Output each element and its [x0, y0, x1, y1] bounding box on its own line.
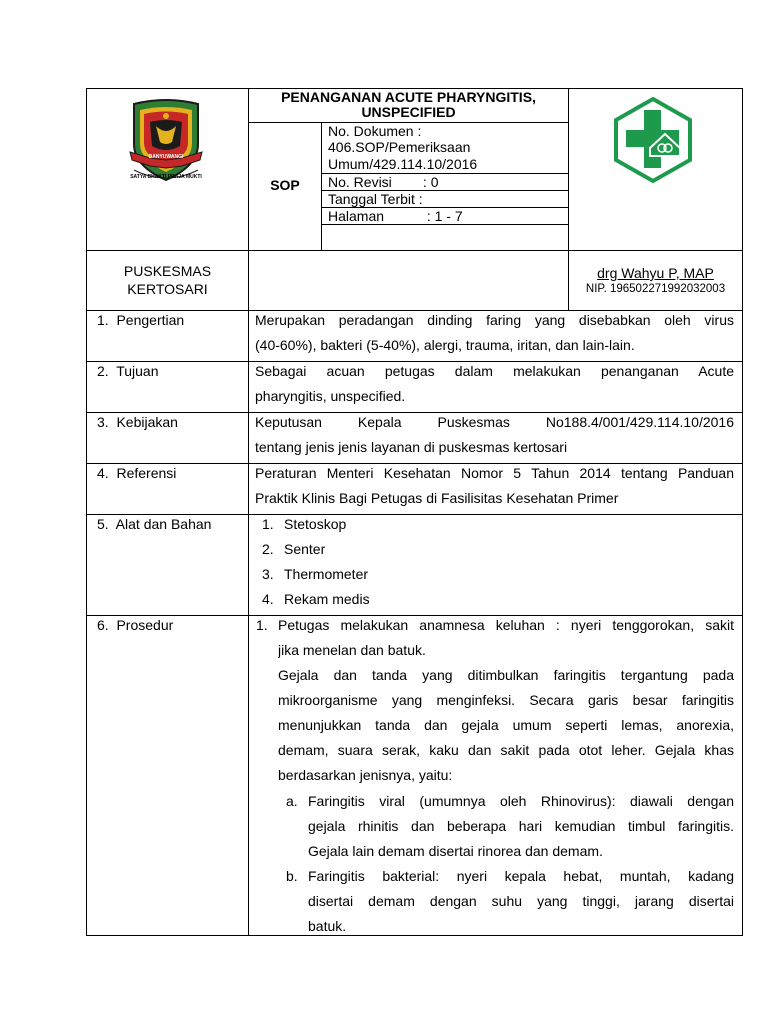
- org-name-line1: PUSKESMAS: [123, 263, 212, 279]
- list-item-thermometer: Thermometer: [284, 566, 369, 582]
- content-line: (40-60%), bakteri (5-40%), alergi, trauma, iritan, dan lain-lain.: [255, 337, 635, 353]
- table-column-divider: [248, 88, 249, 936]
- row-content-pengertian: [255, 308, 734, 358]
- sub-step-a-content: [308, 789, 734, 864]
- list-item-stetoskop: Stetoskop: [284, 516, 347, 532]
- content-line: Merupakan peradangan dinding faring yang disebabkan oleh virus: [255, 312, 734, 328]
- content-line: batuk.: [308, 918, 347, 934]
- list-number: 4.: [262, 591, 274, 607]
- issue-date: Tanggal Terbit :: [328, 191, 423, 207]
- content-line: demam, suara serak, kaku dan sakit pada otot leher. Gejala khas: [278, 742, 734, 758]
- row-divider-header: [86, 250, 743, 251]
- table-border-left: [86, 88, 87, 936]
- content-line: Gejala dan tanda yang ditimbulkan faringitis tergantung pada: [278, 667, 734, 683]
- content-line: Faringitis bakterial: nyeri kepala hebat, muntah, kadang: [308, 868, 734, 884]
- sop-title-line1: PENANGANAN ACUTE PHARYNGITIS,: [281, 89, 536, 105]
- content-line: pharyngitis, unspecified.: [255, 388, 406, 404]
- list-number: 3.: [262, 566, 274, 582]
- content-line: disertai demam dengan suhu yang tinggi, jarang disertai: [308, 893, 734, 909]
- regional-crest-logo: [120, 96, 212, 188]
- doc-number-value-line2: Umum/429.114.10/2016: [328, 156, 478, 172]
- step-1-content: [278, 613, 734, 788]
- content-line: Petugas melakukan anamnesa keluhan : nyeri tenggorokan, sakit: [278, 617, 734, 633]
- sub-step-b-content: [308, 864, 734, 939]
- row-content-kebijakan: [255, 410, 734, 460]
- list-number: 2.: [262, 541, 274, 557]
- row-label-prosedur: 6. Prosedur: [97, 617, 174, 633]
- doc-number-value-line1: 406.SOP/Pemeriksaan: [328, 139, 471, 155]
- content-line: Praktik Klinis Bagi Petugas di Fasilisitas Kesehatan Primer: [255, 490, 619, 506]
- meta-divider-4: [321, 224, 569, 225]
- row-label-kebijakan: 3. Kebijakan: [97, 414, 178, 430]
- content-line: berdasarkan jenisnya, yaitu:: [278, 767, 453, 783]
- list-item-senter: Senter: [284, 541, 326, 557]
- header-column-divider-right: [568, 88, 569, 250]
- content-line: jika menelan dan batuk.: [278, 642, 426, 658]
- crest-motto-text: SATYA BHAKTI PRAJA MUKTI: [130, 174, 202, 180]
- list-number: 1.: [262, 516, 274, 532]
- row-label-referensi: 4. Referensi: [97, 465, 177, 481]
- signer-nip: NIP. 196502271992032003: [585, 283, 726, 295]
- sub-step-a-marker: a.: [286, 793, 298, 809]
- row-label-pengertian: 1. Pengertian: [97, 312, 185, 328]
- content-line: Faringitis viral (umumnya oleh Rhinovirus): diawali dengan: [308, 793, 734, 809]
- content-line: mikroorganisme yang menginfeksi. Secara garis besar faringitis: [278, 692, 734, 708]
- signer-name: drg Wahyu P, MAP: [597, 265, 714, 281]
- content-line: Keputusan Kepala Puskesmas No188.4/001/429.114.10/2016: [255, 414, 734, 430]
- row-label-alat-bahan: 5. Alat dan Bahan: [97, 516, 212, 532]
- page-count: Halaman : 1 - 7: [328, 208, 463, 224]
- content-line: tentang jenis jenis layanan di puskesmas kertosari: [255, 439, 568, 455]
- content-line: gejala rhinitis dan beberapa hari kemudian timbul faringitis.: [308, 818, 734, 834]
- content-line: Peraturan Menteri Kesehatan Nomor 5 Tahun 2014 tentang Panduan: [255, 465, 734, 481]
- list-item-rekam-medis: Rekam medis: [284, 591, 370, 607]
- row-content-tujuan: [255, 359, 734, 409]
- sop-label: SOP: [270, 177, 300, 193]
- header-sop-divider: [321, 122, 322, 250]
- org-name-line2: KERTOSARI: [127, 281, 208, 297]
- content-line: Gejala lain demam disertai rinorea dan demam.: [308, 843, 603, 859]
- table-border-right: [742, 88, 743, 936]
- revision-number: No. Revisi : 0: [328, 174, 439, 190]
- crest-banner-text: BANYUWANGI: [148, 154, 184, 160]
- content-line: Sebagai acuan petugas dalam melakukan penanganan Acute: [255, 363, 734, 379]
- sub-step-b-marker: b.: [286, 868, 298, 884]
- doc-number-label: No. Dokumen :: [328, 123, 422, 139]
- puskesmas-hexagon-cross-icon: [612, 96, 694, 184]
- step-number-1: 1.: [256, 617, 268, 633]
- content-line: menunjukkan tanda dan gejala umum seperti lemas, anorexia,: [278, 717, 734, 733]
- sop-title-line2: UNSPECIFIED: [361, 104, 456, 120]
- row-label-tujuan: 2. Tujuan: [97, 363, 159, 379]
- row-content-referensi: [255, 461, 734, 511]
- puskesmas-logo: [612, 96, 694, 184]
